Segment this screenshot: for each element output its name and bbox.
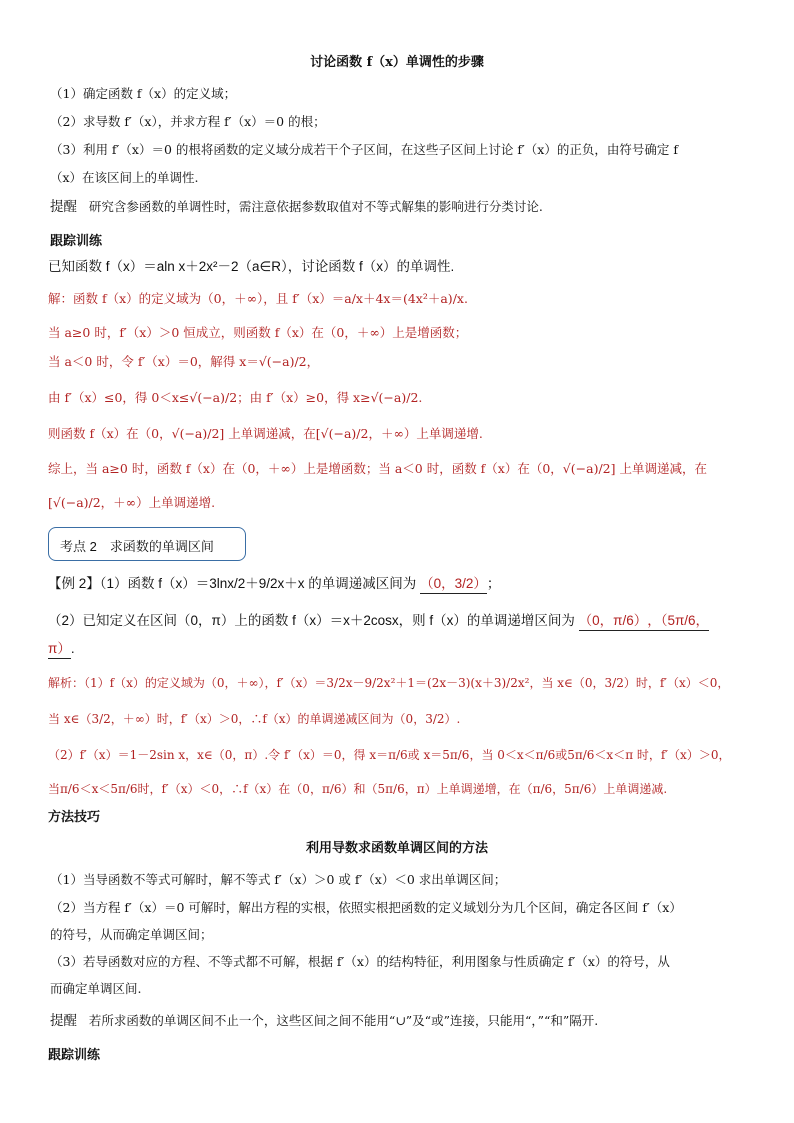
method-title: 利用导数求函数单调区间的方法 [305,841,488,856]
step-3: （3）利用 f′（x）＝0 的根将函数的定义域分成若干个子区间，在这些子区间上讨论 f′（x）的正负，由符号确定 f [50,142,678,157]
example2-q1-suffix: ； [486,576,501,591]
example2-q2-answer-c: π） [48,640,71,659]
step-1: （1）确定函数 f（x）的定义域； [50,86,237,101]
tip-line-1 [50,198,543,216]
method-item-2: （2）当方程 f′（x）＝0 可解时，解出方程的实根，依照实根把函数的定义域划分为几个区间，确定各区间 f′（x） [50,900,682,915]
example2-q1-answer: （0，3/2） [420,575,487,594]
kaodian-label: 考点 2 求函数的单调区间 [60,539,214,554]
step-3-cont: （x）在该区间上的单调性. [50,170,199,185]
solution-line-2: 当 a≥0 时，f′（x）＞0 恒成立，则函数 f（x）在（0，＋∞）上是增函数； [48,325,468,340]
example2-q2-answer-a: （0，π/6） [579,612,648,631]
example2-q2-text: （2）已知定义在区间（0，π）上的函数 f（x）＝x＋2cosx，则 f（x）的单调递增区间为 [48,613,575,628]
method-item-3: （3）若导函数对应的方程、不等式都不可解，根据 f′（x）的结构特征，利用图象与性质确定 f′（x）的符号，从 [50,954,670,969]
solution-line-7: [√(−a)/2，＋∞）上单调递增. [48,495,216,510]
method-item-1: （1）当导函数不等式可解时，解不等式 f′（x）＞0 或 f′（x）＜0 求出单调区间； [50,872,507,887]
tip-label-2: 提醒 [50,1013,77,1028]
example2-q1-text: 【例 2】（1）函数 f（x）＝3lnx/2＋9/2x＋x 的单调递减区间为 [48,576,417,591]
example2-q2-cont [48,640,75,659]
example2-q2-answer-b: ，（5π/6， [647,612,709,631]
solution-line-6: 综上，当 a≥0 时，函数 f（x）在（0，＋∞）上是增函数；当 a＜0 时，函数 f（x）在（0，√(−a)/2] 上单调递减，在 [48,461,707,476]
tip-text: 研究含参函数的单调性时，需注意依据参数取值对不等式解集的影响进行分类讨论. [88,199,543,214]
section-title: 讨论函数 f（x）单调性的步骤 [310,55,484,70]
analysis-line-2: 当 x∈（3/2，＋∞）时，f′（x）＞0，∴f（x）的单调递减区间为（0，3/2）. [48,712,461,726]
solution-line-4: 由 f′（x）≤0，得 0＜x≤√(−a)/2；由 f′（x）≥0，得 x≥√(−a)/2. [48,390,423,405]
example2-q1 [48,575,500,594]
method-heading: 方法技巧 [48,809,101,824]
tip-line-2 [50,1012,598,1030]
analysis-line-4: 当π/6＜x＜5π/6时，f′（x）＜0，∴f（x）在（0，π/6）和（5π/6，π）上单调递增，在（π/6，5π/6）上单调递减. [48,782,668,796]
tip-text-2: 若所求函数的单调区间不止一个，这些区间之间不能用“∪”及“或”连接，只能用“，”“和”隔开. [88,1013,599,1028]
training-heading-2: 跟踪训练 [48,1047,101,1062]
method-item-2-cont: 的符号，从而确定单调区间； [50,927,213,942]
example2-q2-suffix: . [70,641,75,656]
solution-line-3: 当 a＜0 时，令 f′（x）＝0，解得 x＝√(−a)/2， [48,354,320,369]
solution-line-5: 则函数 f（x）在（0，√(−a)/2] 上单调递减，在[√(−a)/2，＋∞）上单调递增. [48,426,483,441]
training-problem: 已知函数 f（x）＝aln x＋2x²－2（a∈R），讨论函数 f（x）的单调性. [48,259,455,274]
tip-label: 提醒 [50,199,77,214]
analysis-line-1: 解析：（1）f（x）的定义域为（0，＋∞），f′（x）＝3/2x－9/2x²＋1＝(2x－3)(x＋3)/2x²，当 x∈（0，3/2）时，f′（x）＜0， [48,676,730,690]
example2-q2 [48,612,709,631]
method-item-3-cont: 而确定单调区间. [50,981,142,996]
step-2: （2）求导数 f′（x），并求方程 f′（x）＝0 的根； [50,114,326,129]
solution-line-1: 解：函数 f（x）的定义域为（0，＋∞），且 f′（x）＝a/x＋4x＝(4x²＋a)/x. [48,291,468,306]
training-heading-1: 跟踪训练 [50,233,103,248]
analysis-line-3: （2）f′（x）＝1－2sin x，x∈（0，π）.令 f′（x）＝0，得 x＝π/6或 x＝5π/6，当 0＜x＜π/6或5π/6＜x＜π 时，f′（x）＞0， [48,748,731,762]
